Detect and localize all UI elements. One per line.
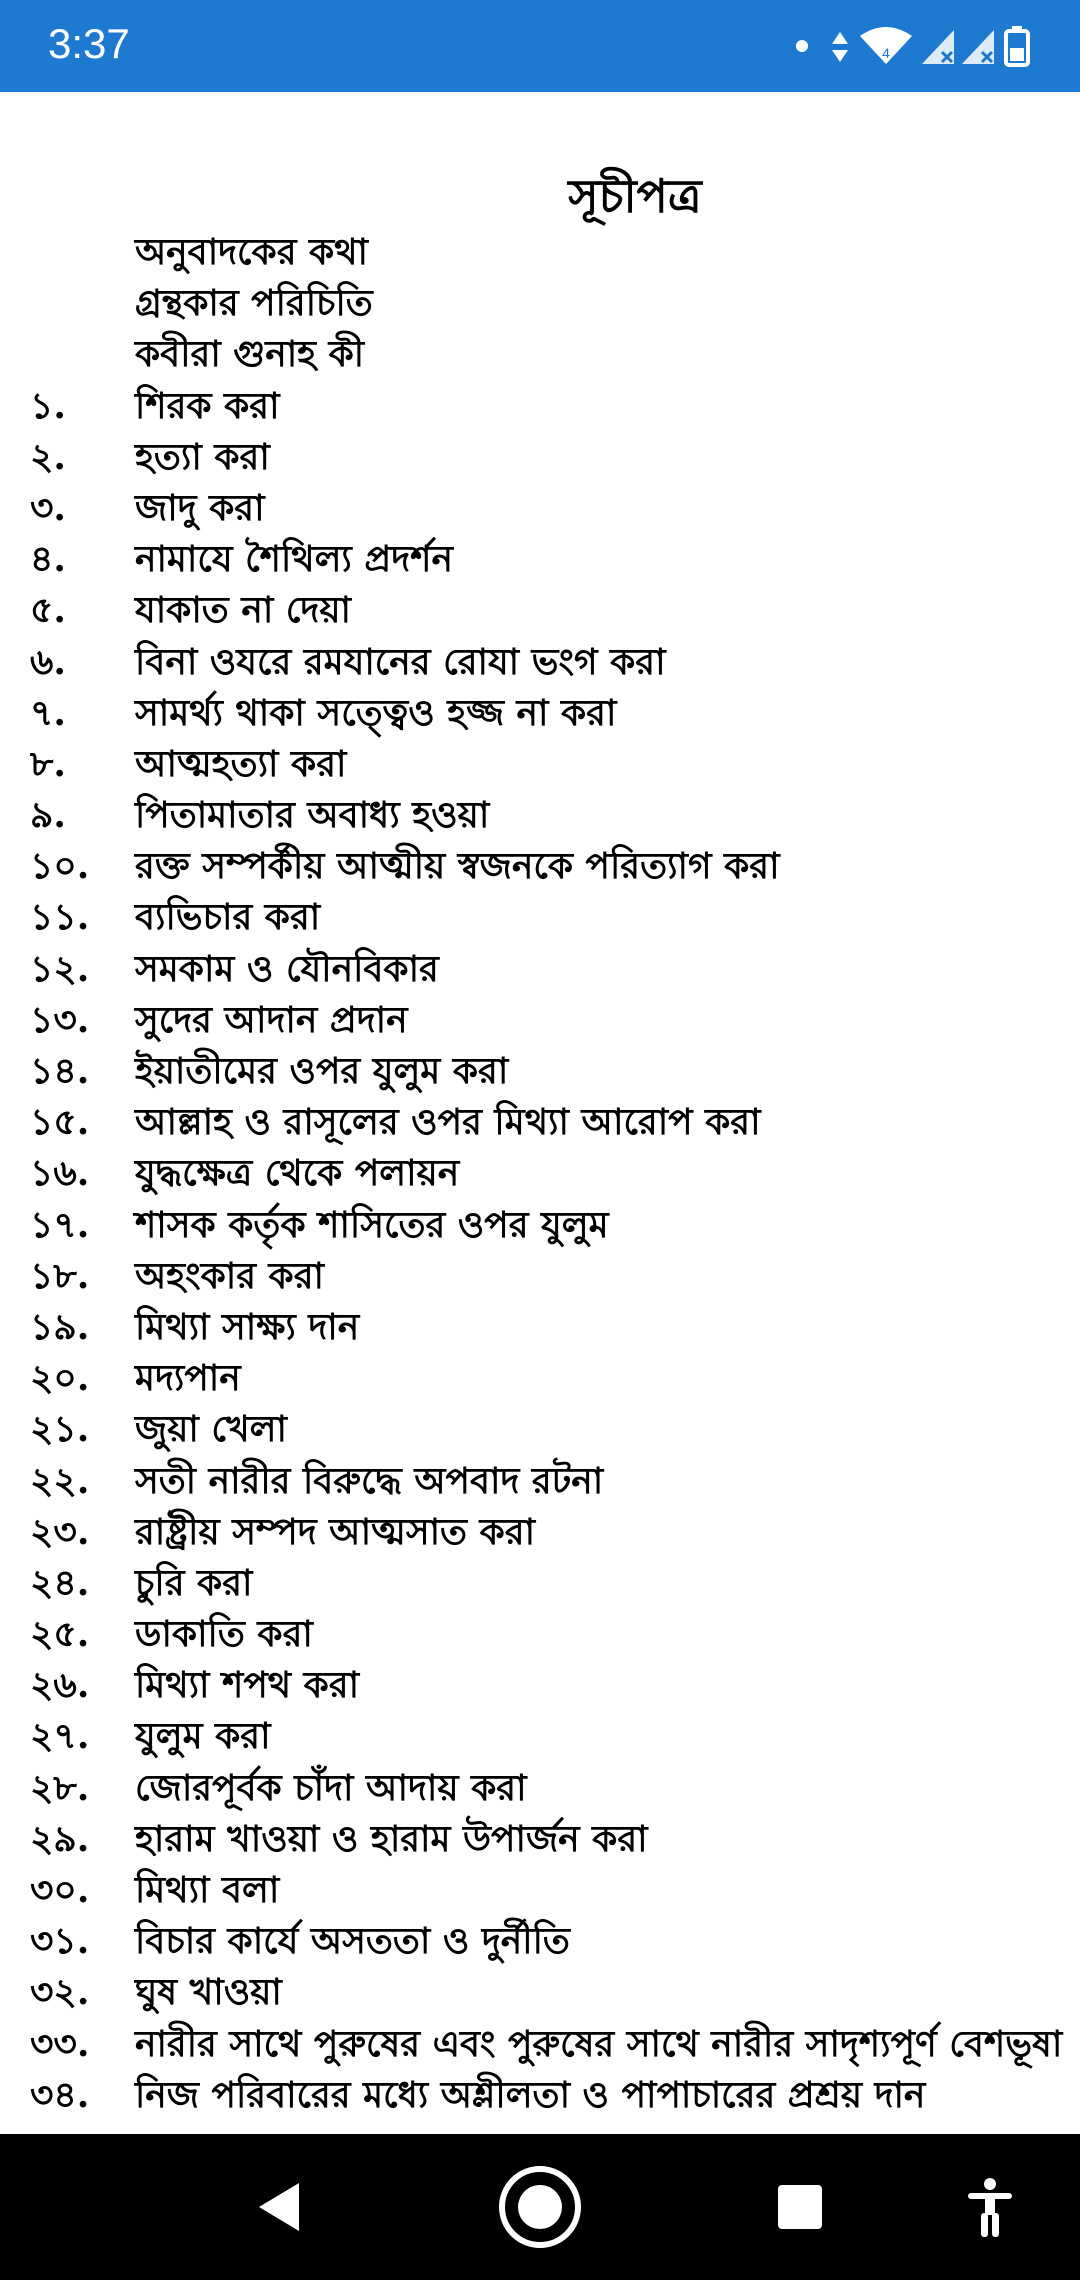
toc-entry [0, 1404, 1080, 1455]
toc-entry-number: ১৮. [30, 1254, 90, 1297]
battery-icon [1006, 26, 1028, 65]
toc-entry-title: হারাম খাওয়া ও হারাম উপার্জন করা [135, 1817, 648, 1860]
status-icons [794, 22, 1044, 70]
toc-entry-number: ১৯. [30, 1305, 90, 1348]
home-button[interactable] [480, 2134, 600, 2280]
toc-entry [0, 739, 1080, 790]
notification-dot-icon [796, 40, 808, 52]
toc-entry-number: ৬. [30, 640, 66, 683]
toc-entry-number: ২৩. [30, 1510, 90, 1553]
toc-entry-number: ১৪. [30, 1050, 90, 1092]
toc-entry [0, 1711, 1080, 1762]
recents-button[interactable] [750, 2134, 850, 2280]
toc-entry [0, 1660, 1080, 1711]
toc-entry-title: মিথ্যা সাক্ষ্য দান [135, 1305, 360, 1348]
toc-entry [0, 1251, 1080, 1302]
wifi-icon [860, 27, 912, 64]
toc-entry [0, 1558, 1080, 1609]
signal-2-icon [962, 30, 994, 64]
toc-entry-title: সামর্থ্য থাকা সত্ত্বেও হজ্জ না করা [135, 691, 617, 734]
toc-entry-number: ৯. [30, 794, 66, 837]
toc-entry [0, 1456, 1080, 1507]
toc-entry-title: শাসক কর্তৃক শাসিতের ওপর যুলুম [135, 1203, 609, 1246]
toc-entry [0, 637, 1080, 688]
toc-entry-title: জোরপূর্বক চাঁদা আদায় করা [135, 1766, 527, 1809]
toc-entry-title: জাদু করা [135, 486, 265, 529]
signal-1-icon [922, 30, 954, 64]
toc-entry-number: ২৫. [30, 1613, 90, 1656]
toc-entry-title: পিতামাতার অবাধ্য হওয়া [135, 794, 490, 837]
toc-entry-title: জুয়া খেলা [135, 1408, 287, 1451]
toc-entry-number: ২৪. [30, 1561, 90, 1604]
toc-entry-number: ৩০. [30, 1869, 90, 1911]
toc-entry-number: ৭. [30, 691, 66, 734]
toc-entry [0, 995, 1080, 1046]
toc-entry [0, 688, 1080, 739]
toc-entry [0, 483, 1080, 534]
toc-entry [0, 278, 1080, 329]
toc-entry-title: নামাযে শৈথিল্য প্রদর্শন [135, 538, 453, 581]
toc-entry-number: ১৭. [30, 1203, 90, 1246]
toc-entry-title: নিজ পরিবারের মধ্যে অশ্লীলতা ও পাপাচারের প্রশ্রয় দান [135, 2073, 926, 2116]
toc-entry-title: মিথ্যা বলা [135, 1869, 280, 1911]
recents-icon [776, 2183, 824, 2231]
accessibility-button[interactable] [940, 2134, 1040, 2280]
toc-entry [0, 585, 1080, 636]
navigation-bar [0, 2134, 1080, 2280]
accessibility-icon [966, 2177, 1014, 2237]
toc-entry-title: যাকাত না দেয়া [135, 589, 351, 632]
toc-entry-title: সমকাম ও যৌনবিকার [135, 947, 439, 990]
toc-entry [0, 1814, 1080, 1865]
toc-entry-number: ১৫. [30, 1101, 90, 1144]
toc-entry [0, 2070, 1080, 2121]
toc-entry [0, 534, 1080, 585]
toc-entry-number: ২৬. [30, 1664, 90, 1707]
toc-entry-number: ২১. [30, 1408, 90, 1451]
toc-entry [0, 1763, 1080, 1814]
toc-entry [0, 1507, 1080, 1558]
toc-entry-number: ৩১. [30, 1920, 90, 1963]
toc-entry-number: ৩৩. [30, 2022, 90, 2065]
document-page[interactable] [0, 92, 1080, 2134]
toc-entry [0, 892, 1080, 943]
toc-entry-title: ব্যভিচার করা [135, 896, 321, 939]
svg-text:4: 4 [882, 45, 890, 61]
toc-entry [0, 944, 1080, 995]
toc-entry-number: ২৮. [30, 1766, 90, 1809]
toc-entry [0, 790, 1080, 841]
toc-entry [0, 1609, 1080, 1660]
toc-entry-number: ১৬. [30, 1152, 90, 1195]
toc-entry-number: ৩. [30, 486, 66, 529]
toc-entry [0, 432, 1080, 483]
toc-entry-number: ৪. [30, 538, 66, 581]
toc-entry-title: আত্মহত্যা করা [135, 742, 347, 785]
home-icon [496, 2163, 584, 2251]
toc-entry-title: সতী নারীর বিরুদ্ধে অপবাদ রটনা [135, 1459, 604, 1502]
toc-entry-number: ১. [30, 384, 66, 427]
toc-entry-title: নারীর সাথে পুরুষের এবং পুরুষের সাথে নারীর সাদৃশ্যপূর্ণ বেশভূষা [135, 2022, 1063, 2065]
toc-entry-title: ঘুষ খাওয়া [135, 1971, 282, 2014]
toc-entry [0, 1865, 1080, 1916]
toc-entry-title: চুরি করা [135, 1561, 253, 1604]
toc-entry-number: ৫. [30, 589, 66, 632]
toc-entry [0, 1353, 1080, 1404]
toc-entry-title: ডাকাতি করা [135, 1613, 313, 1656]
status-bar [0, 0, 1080, 92]
toc-entry-title: মদ্যপান [135, 1357, 241, 1400]
toc-entry-number: ১১. [30, 896, 90, 939]
toc-entry-number: ১৩. [30, 998, 90, 1041]
toc-list [0, 227, 1080, 2121]
page-title: সূচীপত্র [568, 169, 702, 223]
back-button[interactable] [230, 2134, 330, 2280]
toc-entry-title: হত্যা করা [135, 435, 270, 478]
toc-entry-title: বিনা ওযরে রমযানের রোযা ভংগ করা [135, 640, 666, 683]
toc-entry-title: কবীরা গুনাহ কী [135, 333, 365, 376]
toc-entry-number: ১২. [30, 947, 90, 990]
toc-entry-number: ২. [30, 435, 66, 478]
toc-entry-title: বিচার কার্যে অসততা ও দুর্নীতি [135, 1920, 570, 1963]
toc-entry [0, 1967, 1080, 2018]
toc-entry-title: রাষ্ট্রীয় সম্পদ আত্মসাত করা [135, 1510, 536, 1553]
toc-entry-number: ২৭. [30, 1715, 90, 1758]
toc-entry-title: শিরক করা [135, 384, 280, 427]
toc-entry [0, 1200, 1080, 1251]
toc-entry-title: অনুবাদকের কথা [135, 231, 368, 273]
toc-entry-title: অহংকার করা [135, 1254, 324, 1297]
toc-entry [0, 1916, 1080, 1967]
toc-entry-number: ৩৪. [30, 2073, 90, 2116]
toc-entry [0, 841, 1080, 892]
toc-entry-title: ইয়াতীমের ওপর যুলুম করা [135, 1050, 509, 1092]
toc-entry [0, 1046, 1080, 1097]
toc-entry-title: আল্লাহ ও রাসূলের ওপর মিথ্যা আরোপ করা [135, 1101, 761, 1144]
toc-entry-title: যুলুম করা [135, 1715, 271, 1758]
toc-entry [0, 381, 1080, 432]
data-arrows-icon [832, 32, 848, 62]
toc-entry-title: রক্ত সম্পর্কীয় আত্মীয় স্বজনকে পরিত্যাগ করা [135, 845, 780, 888]
toc-entry [0, 1097, 1080, 1148]
toc-entry-number: ২০. [30, 1357, 90, 1400]
toc-entry-title: সুদের আদান প্রদান [135, 998, 408, 1041]
toc-entry-number: ৩২. [30, 1971, 90, 2014]
toc-entry-title: যুদ্ধক্ষেত্র থেকে পলায়ন [135, 1152, 460, 1195]
toc-entry-number: ৮. [30, 742, 66, 785]
toc-entry-number: ২২. [30, 1459, 90, 1502]
toc-entry-number: ১০. [30, 845, 90, 888]
toc-entry [0, 2019, 1080, 2070]
toc-entry-title: গ্রন্থকার পরিচিতি [135, 282, 373, 325]
toc-entry [0, 329, 1080, 380]
back-icon [255, 2181, 305, 2233]
toc-entry-title: মিথ্যা শপথ করা [135, 1664, 360, 1707]
toc-entry [0, 1302, 1080, 1353]
toc-entry [0, 1148, 1080, 1199]
status-time: 3:37 [48, 20, 130, 67]
toc-entry [0, 227, 1080, 278]
toc-entry-number: ২৯. [30, 1817, 90, 1860]
